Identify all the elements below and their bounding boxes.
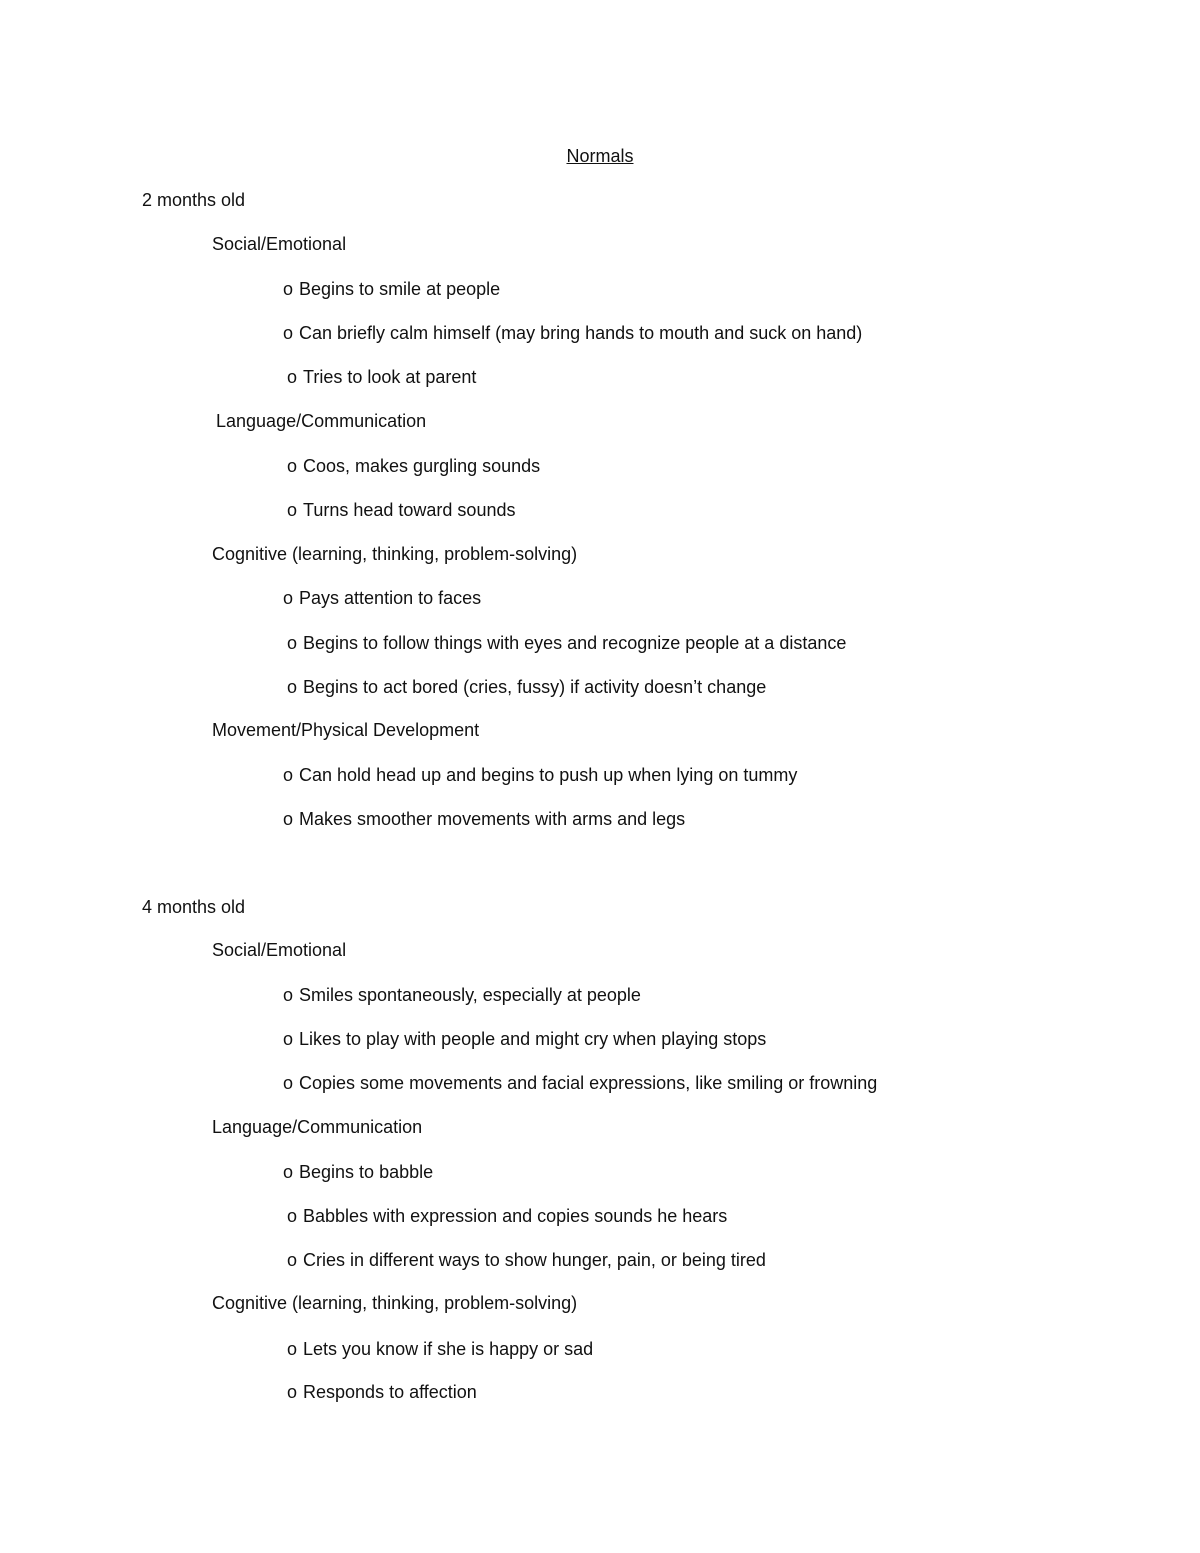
- list-item-text: Can briefly calm himself (may bring hands to mouth and suck on hand): [299, 323, 863, 343]
- list-item-text: Makes smoother movements with arms and legs: [299, 809, 686, 829]
- list-item: [287, 499, 515, 521]
- list-item-text: Tries to look at parent: [303, 367, 477, 387]
- list-item-text: Likes to play with people and might cry when playing stops: [299, 1029, 767, 1049]
- list-item: [283, 587, 481, 609]
- list-item: [287, 366, 476, 388]
- list-item-text: Begins to act bored (cries, fussy) if activity doesn’t change: [303, 677, 767, 697]
- list-item: [287, 1249, 766, 1271]
- list-item-text: Lets you know if she is happy or sad: [303, 1339, 594, 1359]
- list-item: [287, 1381, 477, 1403]
- bullet-marker: o: [287, 633, 298, 653]
- bullet-marker: o: [287, 1250, 298, 1270]
- bullet-marker: o: [283, 279, 294, 299]
- list-item-text: Responds to affection: [303, 1382, 477, 1402]
- list-item-text: Begins to follow things with eyes and recognize people at a distance: [303, 633, 847, 653]
- age-heading: 4 months old: [142, 897, 246, 917]
- bullet-marker: o: [283, 323, 294, 343]
- list-item-text: Coos, makes gurgling sounds: [303, 456, 541, 476]
- list-item: [283, 322, 862, 344]
- category-heading: Cognitive (learning, thinking, problem-solving): [212, 1293, 578, 1313]
- list-item: [283, 764, 797, 786]
- bullet-marker: o: [287, 1382, 298, 1402]
- bullet-marker: o: [287, 500, 298, 520]
- bullet-marker: o: [283, 985, 294, 1005]
- list-item: [287, 1338, 593, 1360]
- category-heading: Language/Communication: [216, 411, 427, 431]
- list-item: [283, 1072, 877, 1094]
- list-item: [287, 1205, 727, 1227]
- category-heading: Language/Communication: [212, 1117, 423, 1137]
- bullet-marker: o: [283, 809, 294, 829]
- bullet-marker: o: [287, 1206, 298, 1226]
- bullet-marker: o: [287, 1339, 298, 1359]
- list-item-text: Pays attention to faces: [299, 588, 482, 608]
- list-item: [283, 1161, 433, 1183]
- bullet-marker: o: [287, 456, 298, 476]
- list-item: [283, 808, 685, 830]
- bullet-marker: o: [287, 367, 298, 387]
- list-item: [287, 455, 540, 477]
- list-item: [283, 984, 641, 1006]
- age-heading: 2 months old: [142, 190, 246, 210]
- bullet-marker: o: [283, 588, 294, 608]
- page-title: Normals: [566, 146, 634, 166]
- list-item-text: Smiles spontaneously, especially at people: [299, 985, 641, 1005]
- list-item-text: Copies some movements and facial expressions, like smiling or frowning: [299, 1073, 878, 1093]
- list-item: [287, 632, 846, 654]
- list-item-text: Begins to smile at people: [299, 279, 501, 299]
- list-item-text: Cries in different ways to show hunger, pain, or being tired: [303, 1250, 766, 1270]
- bullet-marker: o: [283, 765, 294, 785]
- list-item-text: Babbles with expression and copies sounds he hears: [303, 1206, 728, 1226]
- bullet-marker: o: [283, 1029, 294, 1049]
- bullet-marker: o: [283, 1162, 294, 1182]
- category-heading: Social/Emotional: [212, 940, 347, 960]
- list-item-text: Begins to babble: [299, 1162, 434, 1182]
- category-heading: Movement/Physical Development: [212, 720, 480, 740]
- list-item: [283, 278, 500, 300]
- list-item: [283, 1028, 766, 1050]
- bullet-marker: o: [283, 1073, 294, 1093]
- bullet-marker: o: [287, 677, 298, 697]
- list-item-text: Can hold head up and begins to push up when lying on tummy: [299, 765, 798, 785]
- category-heading: Social/Emotional: [212, 234, 347, 254]
- category-heading: Cognitive (learning, thinking, problem-solving): [212, 544, 578, 564]
- list-item: [287, 676, 766, 698]
- list-item-text: Turns head toward sounds: [303, 500, 516, 520]
